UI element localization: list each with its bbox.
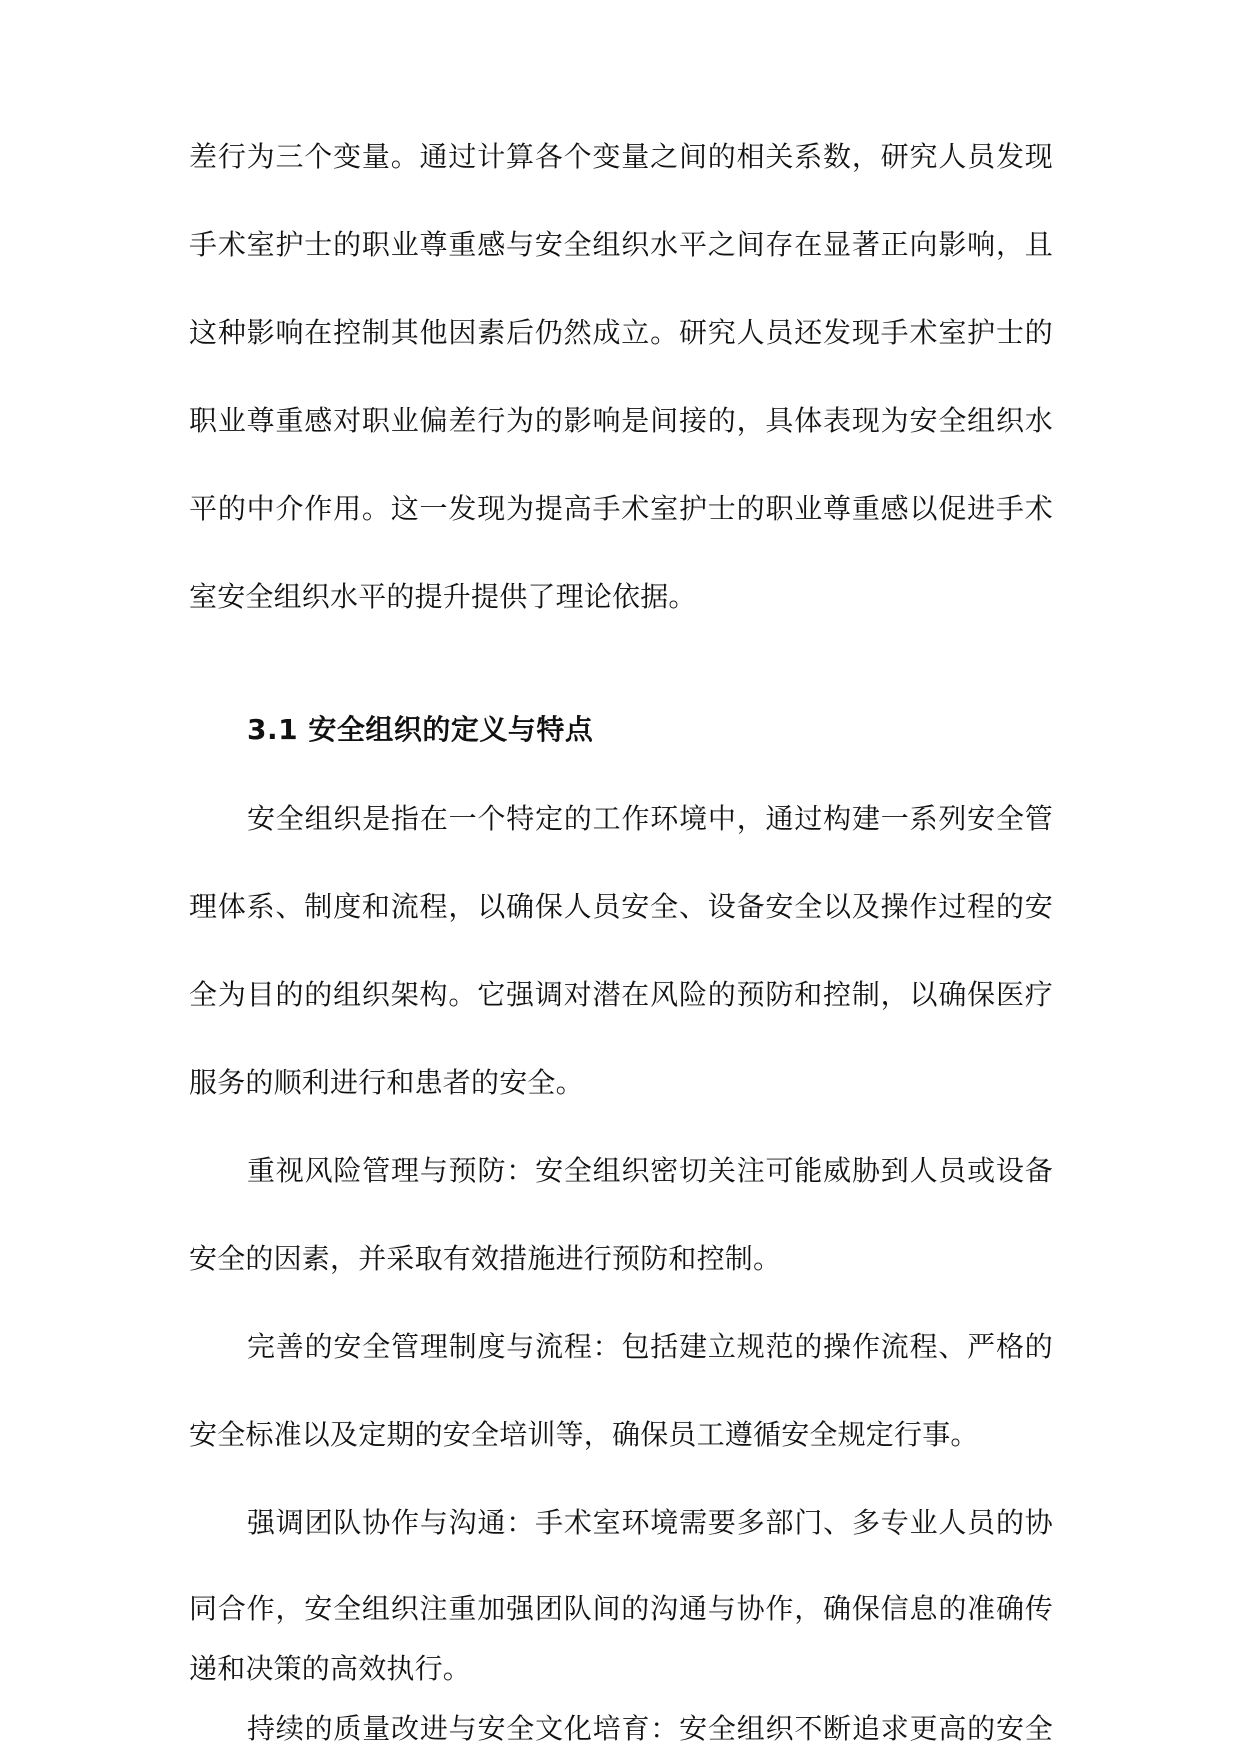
paragraph-line: 这种影响在控制其他因素后仍然成立。研究人员还发现手术室护士的: [189, 316, 1053, 349]
paragraph-line: 同合作，安全组织注重加强团队间的沟通与协作，确保信息的准确传: [189, 1592, 1053, 1625]
paragraph-line: 室安全组织水平的提升提供了理论依据。: [189, 580, 697, 613]
paragraph-line: 递和决策的高效执行。: [189, 1652, 472, 1685]
paragraph-line: 全为目的的组织架构。它强调对潜在风险的预防和控制，以确保医疗: [189, 978, 1053, 1011]
paragraph-line: 安全标准以及定期的安全培训等，确保员工遵循安全规定行事。: [189, 1418, 979, 1451]
paragraph-line: 完善的安全管理制度与流程：包括建立规范的操作流程、严格的: [247, 1330, 1053, 1363]
paragraph-line: 平的中介作用。这一发现为提高手术室护士的职业尊重感以促进手术: [189, 492, 1053, 525]
paragraph-line: 手术室护士的职业尊重感与安全组织水平之间存在显著正向影响，且: [189, 228, 1053, 261]
paragraph-line: 持续的质量改进与安全文化培育：安全组织不断追求更高的安全: [247, 1712, 1053, 1745]
paragraph-line: 理体系、制度和流程，以确保人员安全、设备安全以及操作过程的安: [189, 890, 1053, 923]
paragraph-line: 重视风险管理与预防：安全组织密切关注可能威胁到人员或设备: [247, 1154, 1053, 1187]
paragraph-line: 强调团队协作与沟通：手术室环境需要多部门、多专业人员的协: [247, 1506, 1053, 1539]
paragraph-line: 服务的顺利进行和患者的安全。: [189, 1066, 584, 1099]
paragraph-line: 安全的因素，并采取有效措施进行预防和控制。: [189, 1242, 782, 1275]
paragraph-line: 职业尊重感对职业偏差行为的影响是间接的，具体表现为安全组织水: [189, 404, 1053, 437]
paragraph-line: 差行为三个变量。通过计算各个变量之间的相关系数，研究人员发现: [189, 140, 1053, 173]
section-heading: 3.1 安全组织的定义与特点: [247, 713, 594, 746]
paragraph-line: 安全组织是指在一个特定的工作环境中，通过构建一系列安全管: [247, 802, 1053, 835]
